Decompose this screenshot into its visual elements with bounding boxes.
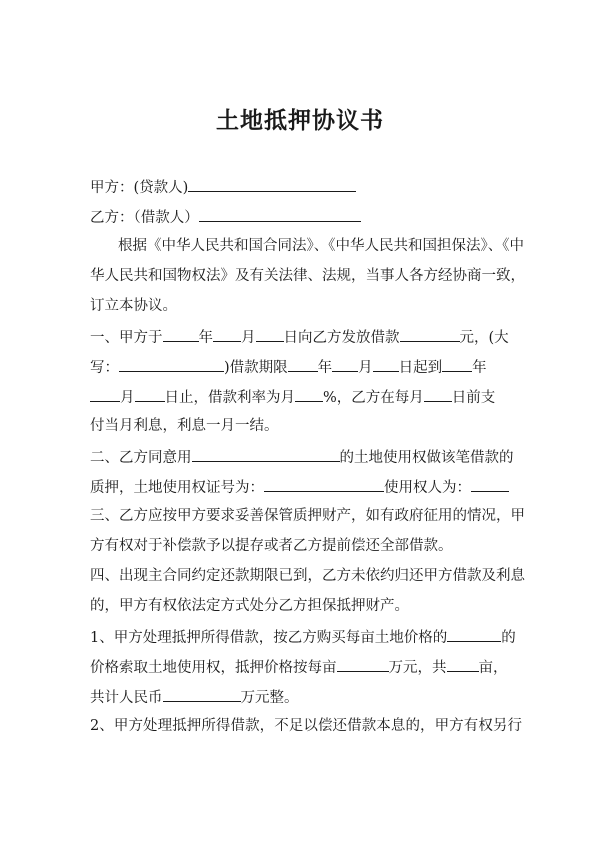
clause-1-line-2: 写： )借款期限 年 月 日起到 年 xyxy=(90,356,522,378)
preamble-line-1: 根据《中华人民共和国合同法》、《中华人民共和国担保法》、《中 xyxy=(118,238,524,254)
clause-1-line-4: 付当月利息，利息一月一结。 xyxy=(90,418,279,434)
sub-clause-2-line-1: 2、甲方处理抵押所得借款，不足以偿还借款本息的，甲方有权另行 xyxy=(90,718,522,734)
clause-4-line-1: 四、出现主合同约定还款期限已到，乙方未依约归还甲方借款及利息 xyxy=(90,568,525,584)
preamble-line-3: 订立本协议。 xyxy=(90,298,177,314)
document-title: 土地抵押协议书 xyxy=(216,107,384,134)
party-a-label: 甲方：(贷款人) xyxy=(90,180,189,196)
clause-3-line-2: 方有权对于补偿款予以提存或者乙方提前偿还全部借款。 xyxy=(90,538,453,554)
party-b-blank xyxy=(199,206,361,222)
preamble-line-2: 华人民共和国物权法》及有关法律、法规，当事人各方经协商一致， xyxy=(90,268,525,284)
clause-1-line-3: 月 日止，借款利率为月 %，乙方在每月 日前支 xyxy=(90,386,522,408)
clause-3-line-1: 三、乙方应按甲方要求妥善保管质押财产，如有政府征用的情况，甲 xyxy=(90,508,525,524)
clause-2-line-1: 二、乙方同意用 的土地使用权做该笔借款的 xyxy=(90,446,522,468)
party-b-line xyxy=(90,206,522,228)
sub-clause-1-line-1: 1、甲方处理抵押所得借款，按乙方购买每亩土地价格的 的 xyxy=(90,626,522,648)
party-a-line xyxy=(90,176,522,198)
sub-clause-1-line-3: 共计人民币 万元整。 xyxy=(90,686,522,708)
clause-4-line-2: 的，甲方有权依法定方式处分乙方担保抵押财产。 xyxy=(90,598,409,614)
clause-2-line-2: 质押，土地使用权证号为： 使用权人为： xyxy=(90,476,522,498)
party-b-label: 乙方：（借款人） xyxy=(90,210,199,226)
party-a-blank xyxy=(188,176,356,192)
sub-clause-1-line-2: 价格索取土地使用权，抵押价格按每亩 万元，共 亩， xyxy=(90,656,522,678)
clause-1-line-1: 一、甲方于 年 月 日向乙方发放借款 元，(大 xyxy=(90,326,522,348)
